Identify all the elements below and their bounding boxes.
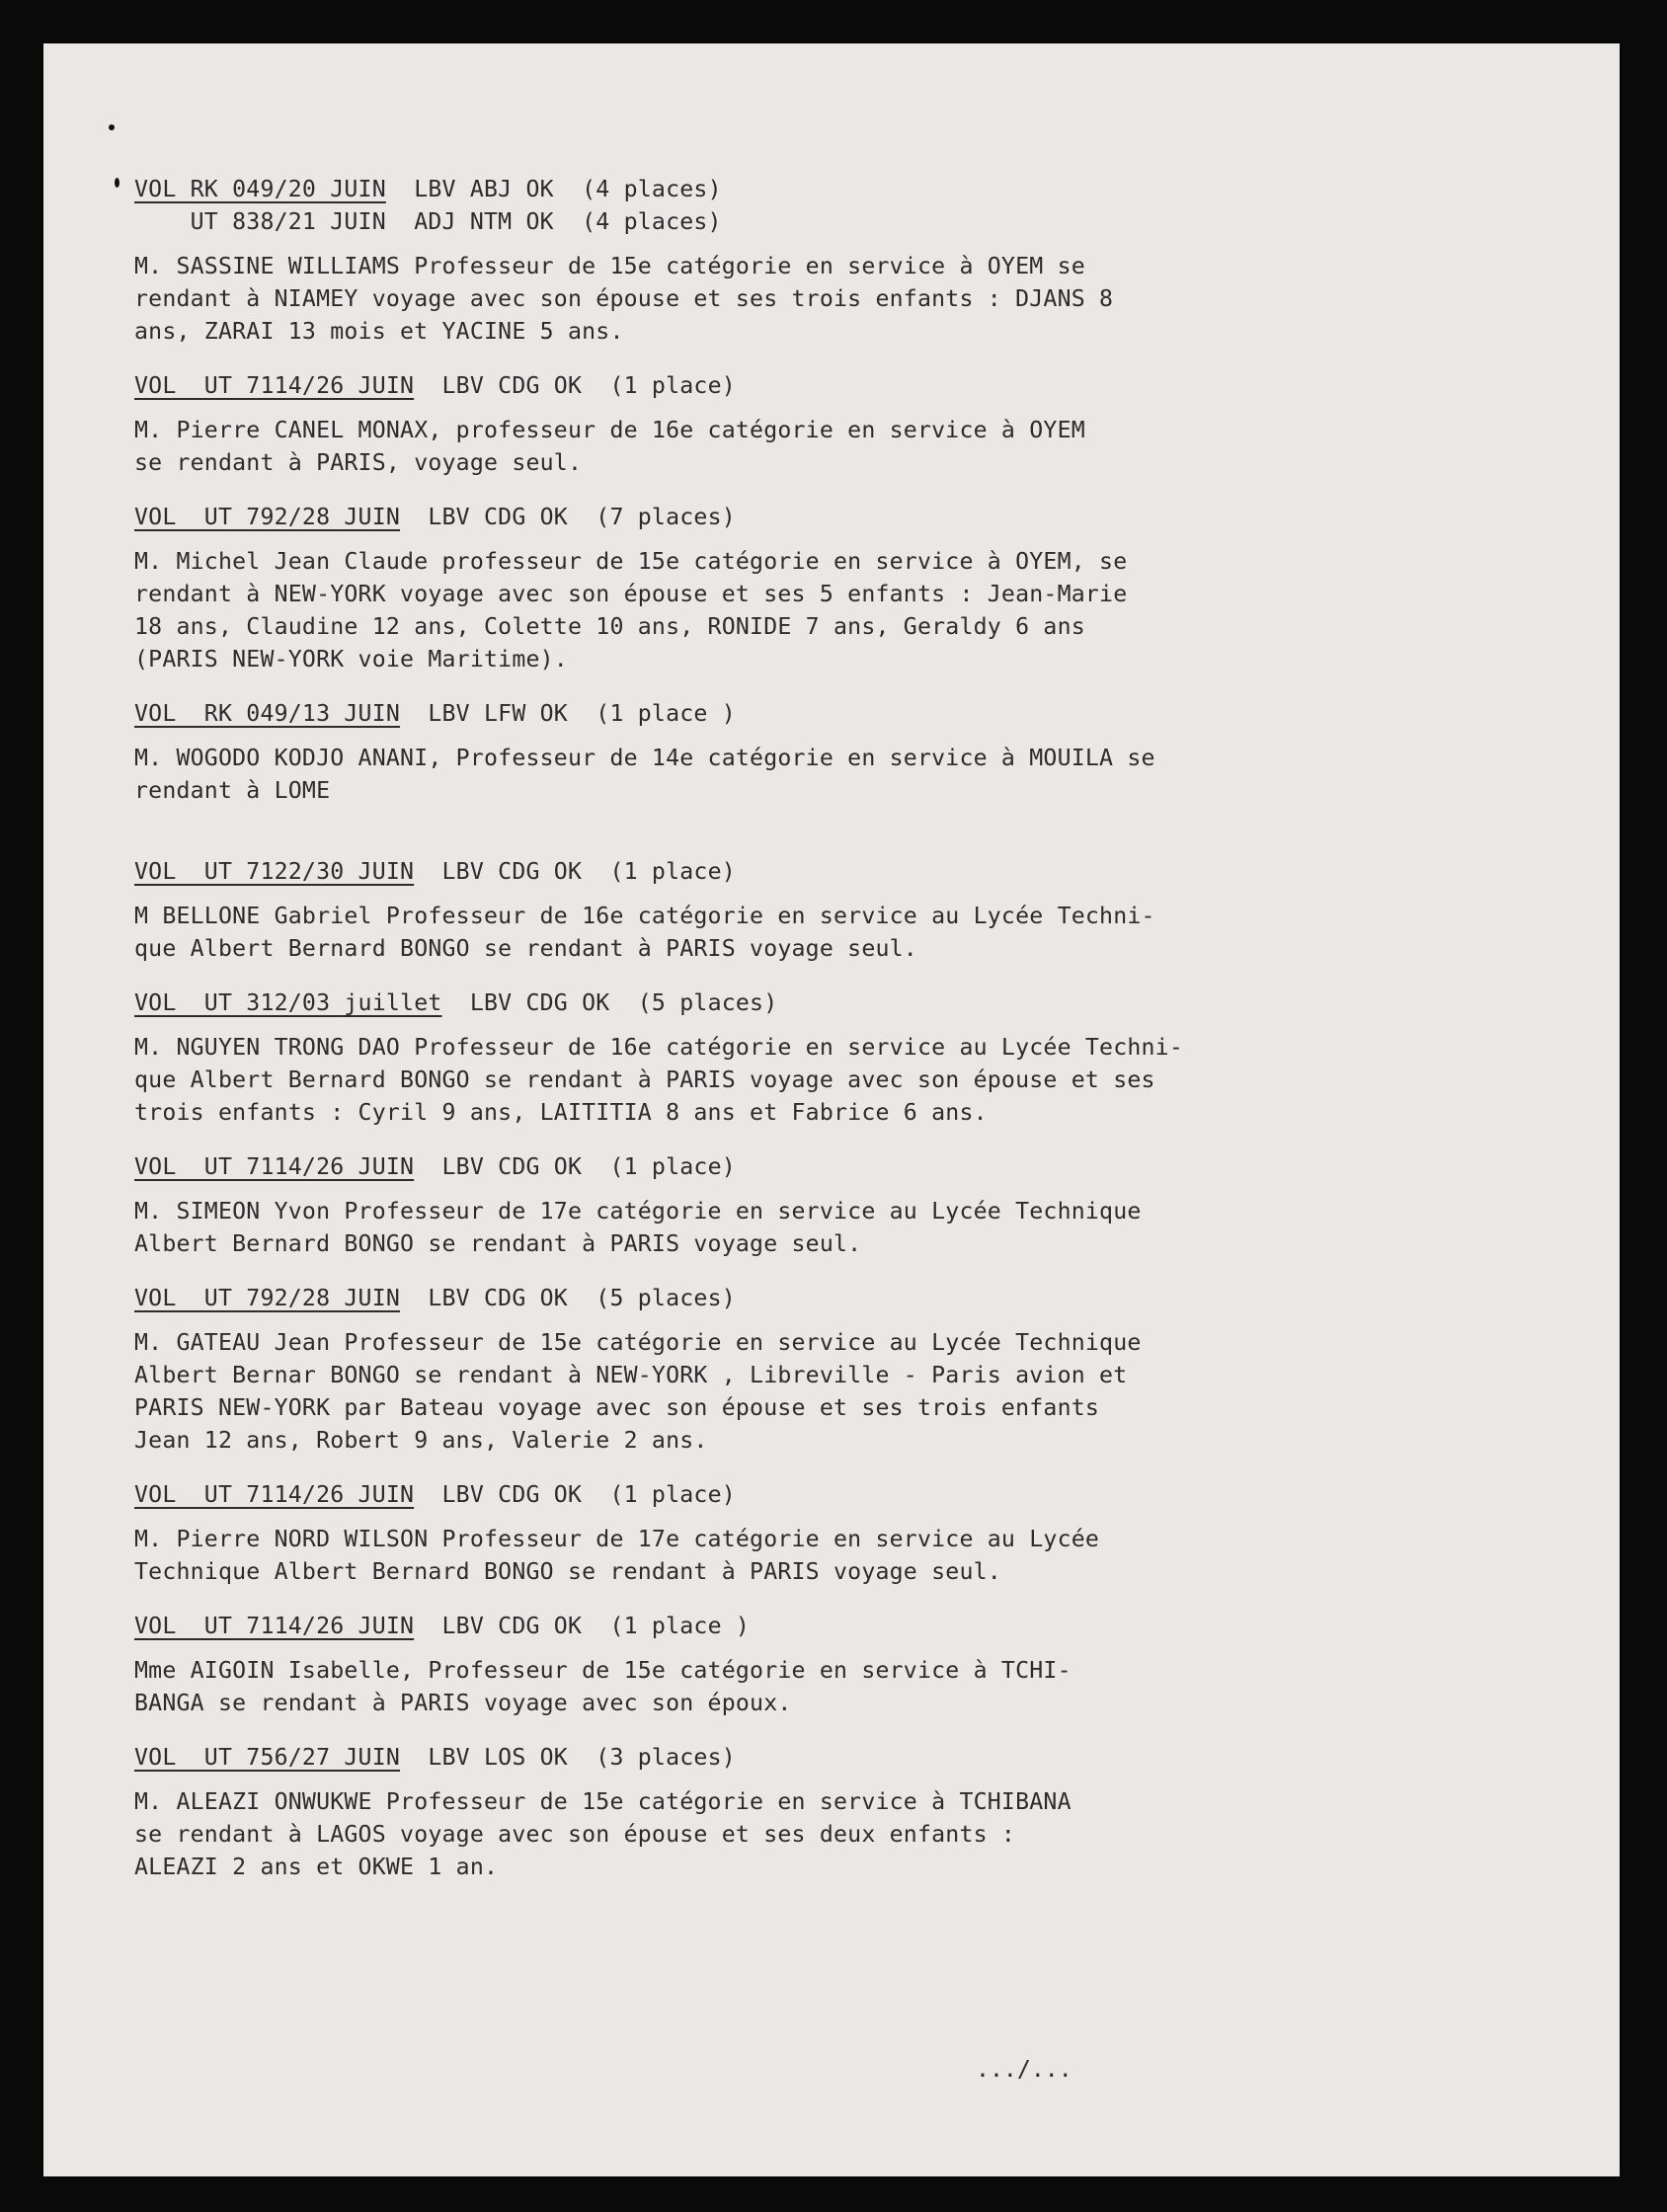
description-line: que Albert Bernard BONGO se rendant à PARIS voyage seul. (134, 935, 917, 962)
flight-code: VOL UT 7114/26 JUIN (134, 1481, 415, 1508)
flight-code: VOL UT 312/03 juillet (134, 989, 442, 1016)
flight-entry (134, 369, 1369, 479)
description-line: (PARIS NEW-YORK voie Maritime). (134, 646, 568, 672)
flight-code: VOL UT 7114/26 JUIN (134, 1613, 415, 1639)
flight-entry (134, 1610, 1369, 1719)
flight-entry (134, 1478, 1369, 1588)
flight-code: VOL UT 7114/26 JUIN (134, 1153, 415, 1180)
description-line: M. Pierre NORD WILSON Professeur de 17e catégorie en service au Lycée (134, 1526, 1100, 1552)
description-line: que Albert Bernard BONGO se rendant à PARIS voyage avec son épouse et ses (134, 1066, 1155, 1093)
traveler-description (134, 250, 1369, 348)
traveler-description (134, 1523, 1369, 1588)
flight-code: VOL RK 049/13 JUIN (134, 700, 401, 727)
traveler-description (134, 1326, 1369, 1457)
traveler-description (134, 1195, 1369, 1260)
flight-entry (134, 1282, 1369, 1457)
traveler-description (134, 545, 1369, 675)
traveler-description (134, 1654, 1369, 1719)
flight-route: LBV CDG OK (5 places) (400, 1285, 736, 1311)
flight-route: LBV CDG OK (1 place) (414, 1481, 736, 1508)
traveler-description (134, 414, 1369, 479)
traveler-description (134, 900, 1369, 965)
flight-code: VOL UT 792/28 JUIN (134, 1285, 401, 1311)
description-line: rendant à NIAMEY voyage avec son épouse et ses trois enfants : DJANS 8 (134, 285, 1114, 312)
flight-entry (134, 173, 1369, 348)
description-line: M. SASSINE WILLIAMS Professeur de 15e catégorie en service à OYEM se (134, 253, 1085, 279)
flight-route: LBV CDG OK (1 place ) (414, 1613, 751, 1639)
ink-mark (109, 124, 115, 130)
description-line: Albert Bernard BONGO se rendant à PARIS voyage seul. (134, 1230, 862, 1257)
flight-entry (134, 1741, 1369, 1883)
description-line: trois enfants : Cyril 9 ans, LAITITIA 8 ans et Fabrice 6 ans. (134, 1099, 988, 1126)
description-line: se rendant à PARIS, voyage seul. (134, 449, 583, 476)
description-line: BANGA se rendant à PARIS voyage avec son époux. (134, 1690, 792, 1716)
description-line: M. WOGODO KODJO ANANI, Professeur de 14e catégorie en service à MOUILA se (134, 745, 1155, 771)
flight-entry (134, 855, 1369, 965)
description-line: se rendant à LAGOS voyage avec son épouse et ses deux enfants : (134, 1821, 1016, 1848)
flight-connection: UT 838/21 JUIN ADJ NTM OK (4 places) (134, 208, 722, 235)
traveler-description (134, 1785, 1369, 1883)
ink-mark (115, 178, 119, 188)
description-line: rendant à LOME (134, 777, 331, 804)
description-line: Albert Bernar BONGO se rendant à NEW-YORK , Libreville - Paris avion et (134, 1362, 1128, 1388)
traveler-description (134, 1031, 1369, 1129)
description-line: Jean 12 ans, Robert 9 ans, Valerie 2 ans. (134, 1427, 708, 1454)
description-line: Mme AIGOIN Isabelle, Professeur de 15e catégorie en service à TCHI- (134, 1657, 1072, 1684)
page-continuation: .../... (976, 2056, 1072, 2083)
description-line: M. Michel Jean Claude professeur de 15e catégorie en service à OYEM, se (134, 548, 1128, 575)
flight-entry (134, 1150, 1369, 1260)
flight-route: LBV CDG OK (1 place) (414, 858, 736, 885)
description-line: M. NGUYEN TRONG DAO Professeur de 16e catégorie en service au Lycée Techni- (134, 1034, 1184, 1061)
description-line: ans, ZARAI 13 mois et YACINE 5 ans. (134, 318, 624, 345)
description-line: M. ALEAZI ONWUKWE Professeur de 15e catégorie en service à TCHIBANA (134, 1788, 1072, 1815)
flight-entry (134, 501, 1369, 675)
description-line: rendant à NEW-YORK voyage avec son épouse et ses 5 enfants : Jean-Marie (134, 581, 1128, 607)
flight-code: VOL UT 756/27 JUIN (134, 1744, 401, 1771)
flight-entry (134, 987, 1369, 1129)
description-line: Technique Albert Bernard BONGO se rendant à PARIS voyage seul. (134, 1558, 1001, 1585)
flight-route: LBV LFW OK (1 place ) (400, 700, 736, 727)
flight-code: VOL UT 7122/30 JUIN (134, 858, 415, 885)
flight-code: VOL RK 049/20 JUIN (134, 176, 386, 202)
description-line: M. Pierre CANEL MONAX, professeur de 16e catégorie en service à OYEM (134, 417, 1085, 443)
traveler-description (134, 742, 1369, 807)
flight-list (134, 173, 1369, 1883)
description-line: 18 ans, Claudine 12 ans, Colette 10 ans, RONIDE 7 ans, Geraldy 6 ans (134, 613, 1085, 640)
flight-code: VOL UT 7114/26 JUIN (134, 372, 415, 399)
description-line: PARIS NEW-YORK par Bateau voyage avec son épouse et ses trois enfants (134, 1394, 1100, 1421)
flight-route: LBV CDG OK (7 places) (400, 504, 736, 530)
flight-code: VOL UT 792/28 JUIN (134, 504, 401, 530)
flight-route: LBV LOS OK (3 places) (400, 1744, 736, 1771)
flight-route: LBV CDG OK (1 place) (414, 1153, 736, 1180)
description-line: M BELLONE Gabriel Professeur de 16e catégorie en service au Lycée Techni- (134, 903, 1155, 929)
flight-route: LBV CDG OK (5 places) (441, 989, 778, 1016)
flight-entry (134, 697, 1369, 807)
description-line: M. SIMEON Yvon Professeur de 17e catégorie en service au Lycée Technique (134, 1198, 1142, 1224)
description-line: ALEAZI 2 ans et OKWE 1 an. (134, 1854, 499, 1880)
description-line: M. GATEAU Jean Professeur de 15e catégorie en service au Lycée Technique (134, 1329, 1142, 1356)
flight-route: LBV CDG OK (1 place) (414, 372, 736, 399)
flight-route: LBV ABJ OK (4 places) (385, 176, 722, 202)
